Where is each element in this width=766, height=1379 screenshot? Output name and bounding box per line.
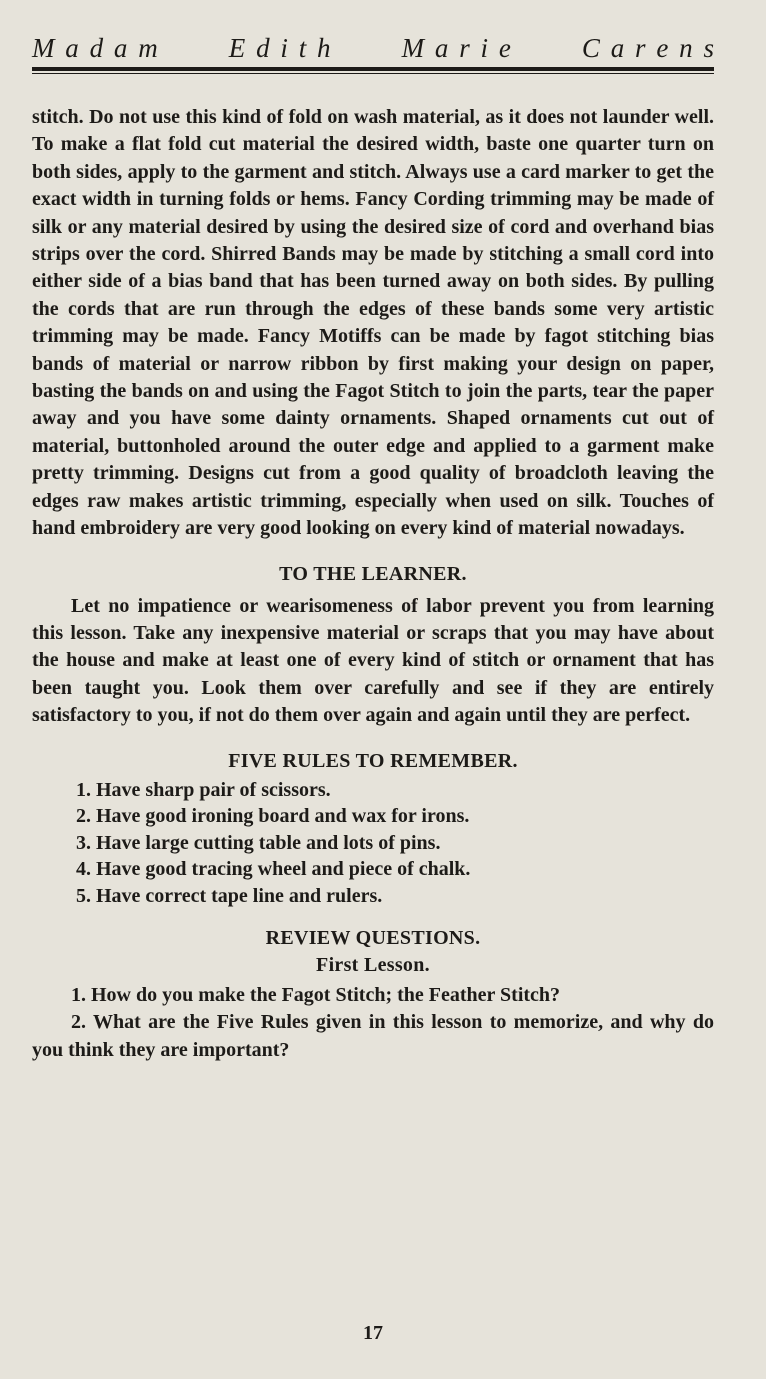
running-head-word: E d i t h — [228, 33, 331, 63]
rule-item: 2. Have good ironing board and wax for irons. — [76, 805, 470, 828]
rule-item: 3. Have large cutting table and lots of pins. — [76, 831, 441, 854]
page-body — [32, 104, 714, 1064]
rule-item: 4. Have good tracing wheel and piece of chalk. — [76, 858, 471, 881]
review-question: 1. How do you make the Fagot Stitch; the Feather Stitch? — [71, 984, 561, 1007]
running-head — [32, 30, 714, 66]
rule-item: 5. Have correct tape line and rulers. — [76, 884, 383, 907]
running-head-word: C a r e n s — [581, 33, 714, 63]
rules-heading: FIVE RULES TO REMEMBER. — [228, 749, 518, 772]
running-head-word: M a r i e — [401, 33, 511, 63]
header-rule-thick — [32, 67, 714, 71]
continuation-paragraph: stitch. Do not use this kind of fold on wash material, as it does not launder well. To make a flat fold cut material the desired width, baste one quarter turn on both sides, apply to the garment and stitch. Always use a card marker to get the exact width in turning folds or hems. Fancy Cording trimming may be made of silk or any material desired by using the desired size of cord and overhand bias strips over the cord. Shirred Bands may be made by stitching a small cord into either side of a bias band that has been turned away on both sides. By pulling the cords that are run through the edges of these bands some very artistic trimming may be made. Fancy Motiffs can be made by fagot stitching bias bands of material or narrow ribbon by first making your design on paper, basting the bands on and using the Fagot Stitch to join the parts, tear the paper away and you have some dainty ornaments. Shaped ornaments cut out of material, buttonholed around the outer edge and applied to a garment make pretty trimming. Designs cut from a good quality of broadcloth leaving the edges raw makes artistic trimming, especially when used on silk. Touches of hand embroidery are very good looking on every kind of material nowadays. — [32, 106, 714, 540]
rules-list — [32, 777, 714, 910]
learner-paragraph: Let no impatience or wearisomeness of labor prevent you from learning this lesson. Take any inexpensive material or scraps that you may have about the house and make at least one of every kind of stitch or ornament that has been taught you. Look them over carefully and see if they are entirely satisfactory to you, if not do them over again and again until they are perfect. — [32, 594, 714, 727]
rule-item: 1. Have sharp pair of scissors. — [76, 778, 331, 801]
book-page — [32, 30, 714, 1360]
page-number: 17 — [363, 1322, 383, 1344]
lesson-subheading: First Lesson. — [316, 954, 430, 977]
header-rule-thin — [32, 73, 714, 74]
review-heading: REVIEW QUESTIONS. — [265, 927, 481, 950]
learner-heading: TO THE LEARNER. — [279, 562, 467, 585]
running-head-word: M a d a m — [32, 33, 158, 63]
review-question: 2. What are the Five Rules given in this lesson to memorize, and why do you think they are important? — [32, 1011, 714, 1061]
